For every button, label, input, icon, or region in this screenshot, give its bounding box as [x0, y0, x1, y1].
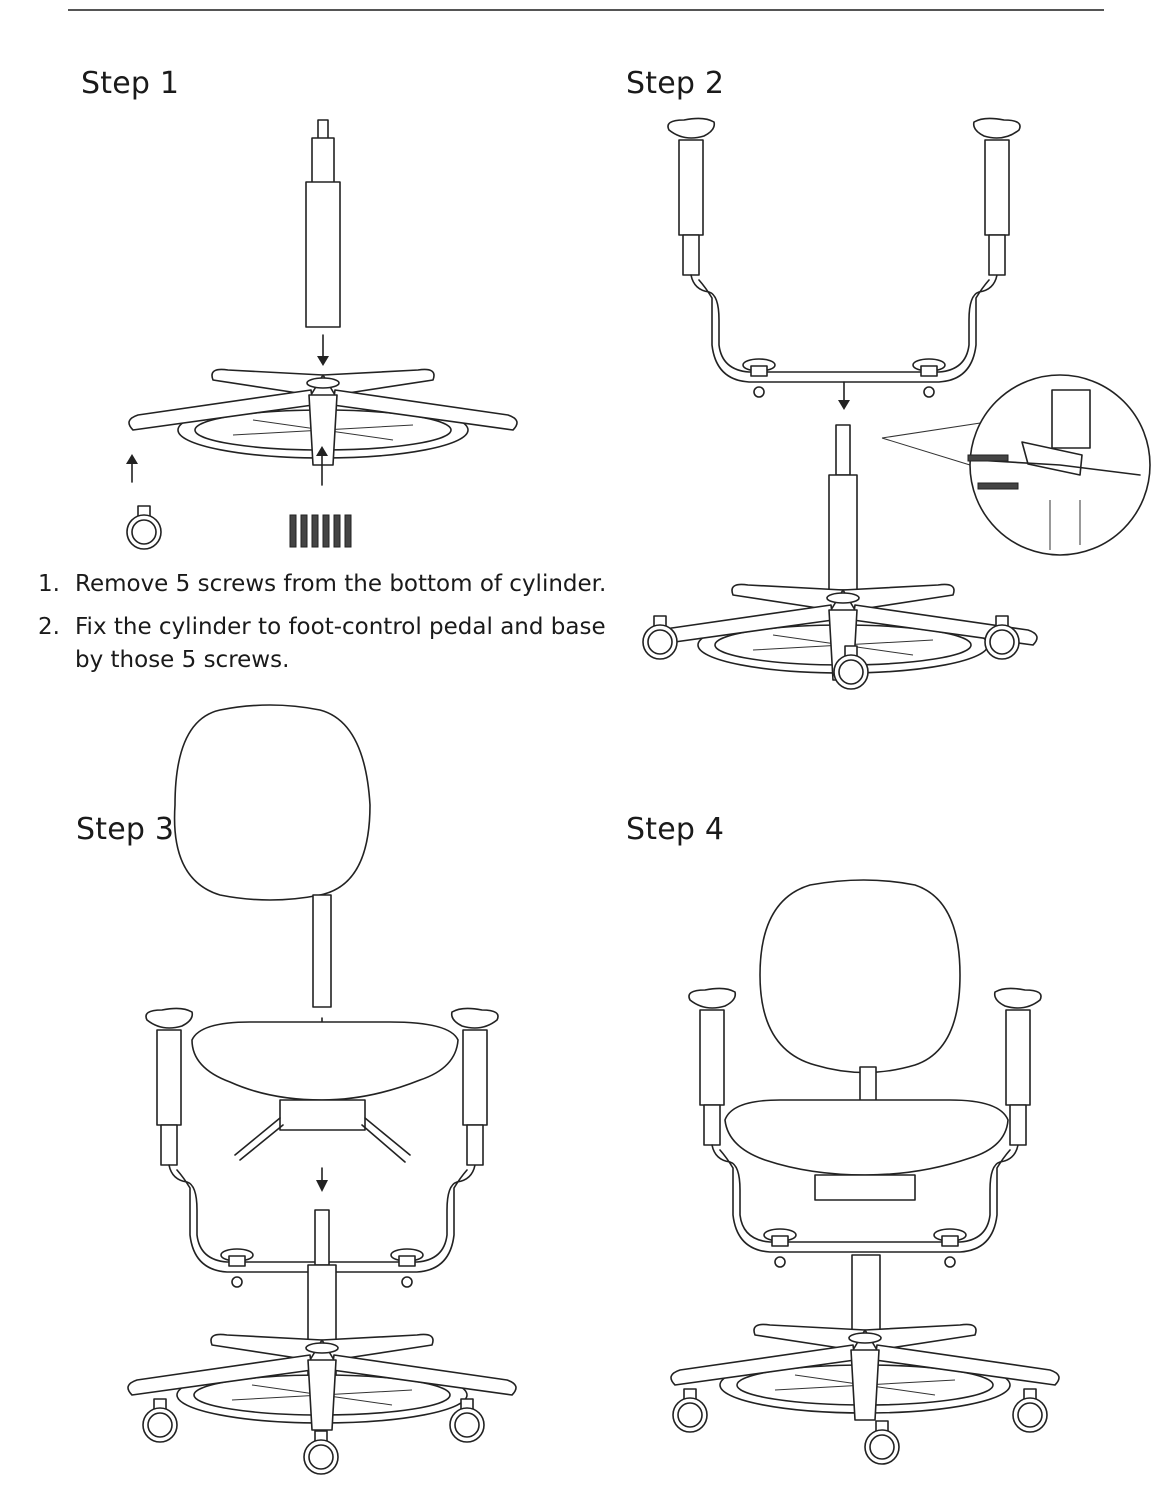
top-rule: [68, 9, 1104, 11]
instruction-list: [38, 568, 618, 687]
detail-zoom: [882, 375, 1150, 555]
step-3-title: Step 3: [76, 812, 175, 847]
instruction-text: Fix the cylinder to foot-control pedal and base by those 5 screws.: [75, 614, 606, 673]
instruction-item: [38, 611, 618, 677]
instruction-item: [38, 568, 618, 601]
screw-set: [290, 515, 351, 547]
step-1-illustration: [110, 110, 550, 560]
step-2-illustration: [620, 120, 1150, 710]
step-3-illustration: [120, 700, 520, 1490]
instruction-number: 1.: [38, 571, 60, 597]
step-4-title: Step 4: [626, 812, 725, 847]
step-1-title: Step 1: [81, 66, 180, 101]
step-2-title: Step 2: [626, 66, 725, 101]
instruction-text: Remove 5 screws from the bottom of cylinder.: [75, 571, 607, 597]
step-4-illustration: [660, 875, 1080, 1490]
instruction-number: 2.: [38, 614, 60, 640]
